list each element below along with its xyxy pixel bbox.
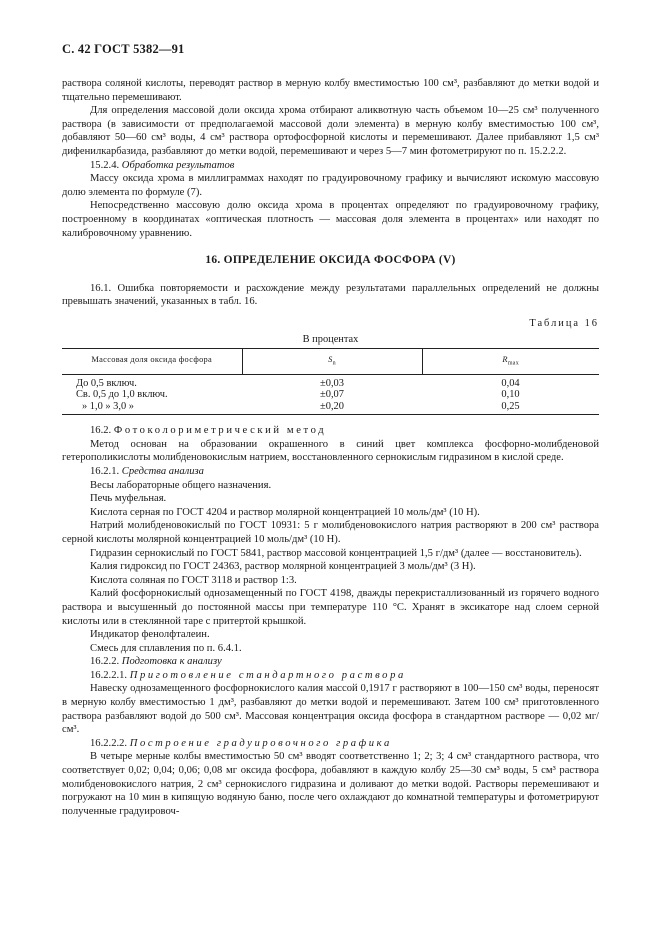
table-row — [62, 374, 599, 389]
table-cell: До 0,5 включ. — [76, 377, 137, 389]
paragraph: раствора соляной кислоты, переводят раствор в мерную колбу вместимостью 100 см³, разбавляют до метки водой и тщательно перемешивают. — [62, 78, 599, 103]
list-item: Кислота соляная по ГОСТ 3118 и раствор 1:3. — [90, 574, 297, 586]
subsection-heading — [62, 655, 599, 669]
paragraph: В четыре мерные колбы вместимостью 50 см³ вводят соответственно 1; 2; 3; 4 см³ стандартного раствора, что соответствует 0,02; 0,04; 0,06; 0,08 мг оксида фосфора, добавляют в каждую колбу 25—30 см³ воды, 5 см³ раствора молибденовокислого натрия, 2 см³ сернокислого гидразина и доливают до метки водой. Растворы перемешивают и погружают на 10 мин в кипящую водяную баню, после чего охлаждают до комнатной температуры и фотометрируют полученные градуировоч- — [62, 751, 599, 817]
subsection-title: Обработка результатов — [121, 159, 235, 171]
table-label: Таблица 16 — [529, 317, 599, 329]
subsection-number: 16.2. — [90, 425, 112, 437]
column-header: Массовая доля оксида фосфора — [62, 349, 242, 375]
paragraph: Массу оксида хрома в миллиграммах находят по градуировочному графику и вычисляют искомую массовую долю элемента по формуле (7). — [62, 173, 599, 198]
subsection-title: Фотоколориметрический метод — [113, 425, 327, 437]
list-item: Смесь для сплавления по п. 6.4.1. — [90, 642, 242, 654]
subsection-heading — [62, 669, 599, 683]
column-header-symbol: R — [502, 355, 508, 365]
subsection-title: Подготовка к анализу — [121, 656, 222, 668]
subsection-number: 16.2.1. — [90, 465, 120, 477]
subsection-number: 16.2.2.1. — [90, 669, 128, 681]
table-caption-row — [62, 317, 599, 331]
subsection-heading — [62, 737, 599, 751]
table-cell: » 1,0 » 3,0 » — [62, 401, 242, 415]
table-cell: ±0,07 — [320, 389, 344, 401]
table-row — [62, 389, 599, 401]
list-item: Кислота серная по ГОСТ 4204 и раствор молярной концентрацией 10 моль/дм³ (10 Н). — [90, 506, 480, 518]
paragraph: 16.1. Ошибка повторяемости и расхождение между результатами параллельных определений не должны превышать значений, указанных в табл. 16. — [62, 282, 599, 308]
paragraph: Для определения массовой доли оксида хрома отбирают аликвотную часть объемом 10—25 см³ полученного раствора (в зависимости от предполагаемой массовой доли элемента) в мерную колбу вместимостью 100 см³, добавляют 50—60 см³ воды, 4 см³ раствора ортофосфорной кислоты и перемешивают. Далее прибавляют 1,5 см³ дифенилкарбазида, разбавляют до метки водой, перемешивают и через 5—7 мин фотометрируют по п. 15.2.2.2. — [62, 105, 599, 157]
subsection-heading — [62, 424, 599, 438]
subsection-heading — [62, 465, 599, 479]
column-header-subscript: max — [507, 360, 520, 367]
subsection-title: Приготовление стандартного раствора — [129, 669, 406, 681]
list-item: Гидразин сернокислый по ГОСТ 5841, раствор массовой концентрацией 1,5 г/дм³ (далее — восстановитель). — [90, 547, 582, 559]
list-item: Калий фосфорнокислый однозамещенный по ГОСТ 4198, дважды перекристаллизованный из горячего водного раствора и высушенный до постоянной массы при температуре 110 °С. Хранят в эксикаторе над слоем серной кислоты или в стеклянной таре с притертой крышкой. — [62, 588, 599, 627]
section-title: 16. ОПРЕДЕЛЕНИЕ ОКСИДА ФОСФОРА (V) — [205, 254, 456, 267]
subsection-title: Построение градуировочного графика — [129, 737, 392, 749]
list-item: Натрий молибденовокислый по ГОСТ 10931: 5 г молибденовокислого натрия растворяют в 200 см³ раствора серной кислоты молярной концентрацией 10 моль/дм³ (10 Н). — [62, 520, 599, 545]
subsection-number: 16.2.2.2. — [90, 737, 128, 749]
subsection-heading — [62, 159, 599, 173]
subsection-title: Средства анализа — [121, 465, 204, 477]
table-cell: 0,04 — [501, 377, 520, 389]
column-header — [242, 349, 422, 375]
paragraph: Метод основан на образовании окрашенного в синий цвет комплекса фосфорно-молибденовой гетерополикислоты молибденовокислым натрием, восстановленного сернокислым гидразином в кислой среде. — [62, 438, 599, 464]
data-table — [62, 348, 599, 415]
subsection-number: 16.2.2. — [90, 656, 120, 668]
table-row — [62, 401, 599, 415]
column-header — [422, 349, 599, 375]
table-cell: ±0,03 — [320, 377, 344, 389]
table-cell: 0,25 — [422, 401, 599, 415]
table-cell: ±0,20 — [242, 401, 422, 415]
list-item: Весы лабораторные общего назначения. — [90, 479, 272, 491]
paragraph: Непосредственно массовую долю оксида хрома в процентах определяют по градуировочному графику, построенному в координатах «оптическая плотность — массовая доля элемента в процентах» или находят по калибровочному уравнению. — [62, 200, 599, 239]
paragraph: Навеску однозамещенного фосфорнокислого калия массой 0,1917 г растворяют в 100—150 см³ воды, переносят в мерную колбу вместимостью 1 дм³, разбавляют до метки водой и перемешивают. Затем 100 см³ приготовленного раствора разбавляют водой до 500 см³. Массовая концентрация оксида фосфора в стандартном растворе — 0,02 мг/см³. — [62, 683, 599, 736]
table-cell: 0,10 — [501, 389, 520, 401]
list-item: Индикатор фенолфталеин. — [90, 629, 210, 641]
subsection-number: 15.2.4. — [90, 159, 120, 171]
list-item: Калия гидроксид по ГОСТ 24363, раствор молярной концентрацией 3 моль/дм³ (3 Н). — [90, 561, 476, 573]
column-header-symbol: S — [328, 355, 333, 365]
table-cell: Св. 0,5 до 1,0 включ. — [76, 389, 168, 401]
page-body — [62, 77, 599, 818]
column-header-subscript: n — [332, 360, 336, 367]
table-header-row — [62, 349, 599, 375]
table-unit: В процентах — [302, 333, 359, 345]
running-head: С. 42 ГОСТ 5382—91 — [62, 42, 185, 56]
list-item: Печь муфельная. — [90, 493, 167, 505]
